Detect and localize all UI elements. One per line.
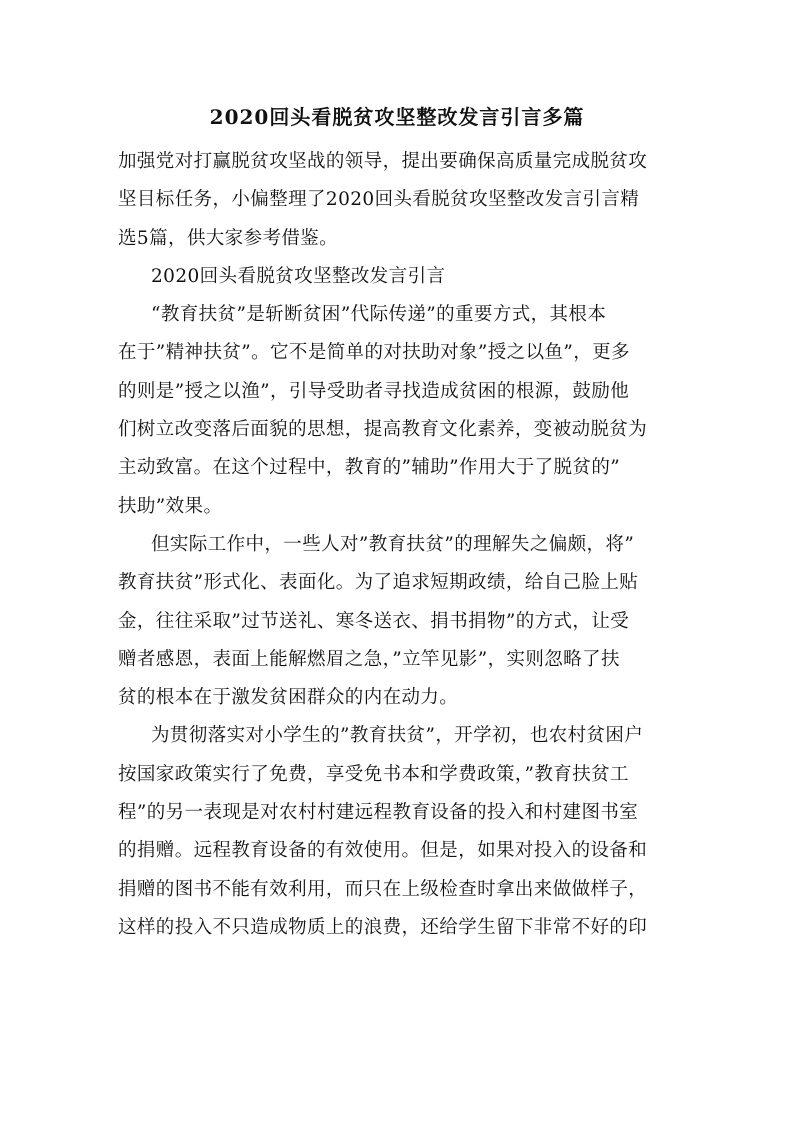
body-line: 教育扶贫”形式化、表面化。为了追求短期政绩，给自己脸上贴 [118, 572, 639, 594]
body-line: 程”的另一表现是对农村村建远程教育设备的投入和村建图书室 [118, 802, 639, 824]
body-line: 在于”精神扶贫”。它不是简单的对扶助对象”授之以鱼”，更多 [118, 342, 630, 364]
body-line: 的捐赠。远程教育设备的有效使用。但是，如果对投入的设备和 [118, 840, 648, 862]
body-line: 赠者感恩，表面上能解燃眉之急，”立竿见影”，实则忽略了扶 [118, 648, 620, 670]
body-line: 扶助”效果。 [118, 495, 223, 517]
body-line: 贫的根本在于激发贫困群众的内在动力。 [118, 687, 459, 709]
body-line: 的则是”授之以渔”，引导受助者寻找造成贫困的根源，鼓励他 [118, 380, 630, 402]
section-heading: 2020回头看脱贫攻坚整改发言引言 [151, 265, 446, 287]
body-line: “教育扶贫”是斩断贫困”代际传递”的重要方式，其根本 [151, 304, 607, 326]
body-line: 加强党对打赢脱贫攻坚战的领导，提出要确保高质量完成脱贫攻 [118, 151, 648, 172]
body-line: 但实际工作中，一些人对”教育扶贫”的理解失之偏颇，将” [151, 533, 635, 555]
body-line: 选5篇，供大家参考借鉴。 [118, 227, 339, 249]
body-line: 捐赠的图书不能有效利用，而只在上级检查时拿出来做做样子， [118, 878, 648, 900]
document-body [118, 143, 686, 947]
body-line: 这样的投入不只造成物质上的浪费，还给学生留下非常不好的印 [118, 916, 648, 938]
body-line: 为贯彻落实对小学生的”教育扶贫”，开学初，也农村贫困户 [151, 725, 644, 747]
body-line: 坚目标任务，小偏整理了2020回头看脱贫攻坚整改发言引言精 [118, 189, 640, 211]
body-line: 们树立改变落后面貌的思想，提高教育文化素养，变被动脱贫为 [118, 419, 648, 441]
document-title: 2020回头看脱贫攻坚整改发言引言多篇 [209, 105, 585, 129]
body-line: 主动致富。在这个过程中，教育的”辅助”作用大于了脱贫的” [118, 457, 621, 479]
body-line: 金，往往采取”过节送礼、寒冬送衣、捐书捐物”的方式，让受 [118, 610, 630, 632]
body-line: 按国家政策实行了免费，享受免书本和学费政策，”教育扶贫工 [118, 763, 629, 785]
